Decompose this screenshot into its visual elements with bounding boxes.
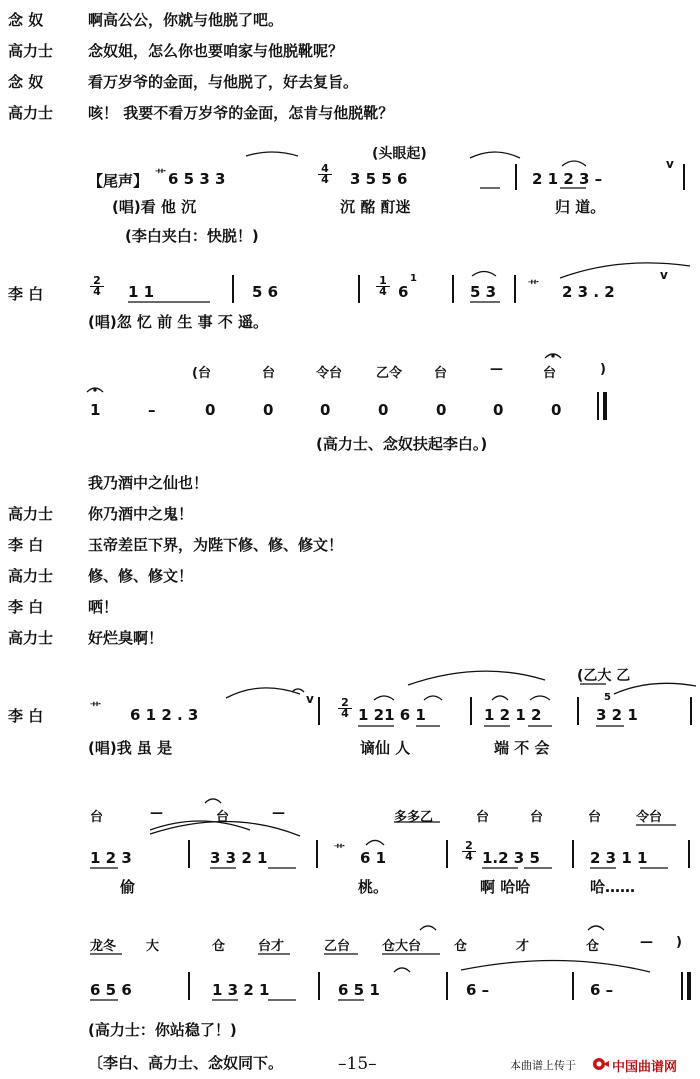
dialogue-line: 好烂臭啊！ xyxy=(88,629,164,647)
san-ban-mark: 艹 xyxy=(155,168,166,181)
tempo-annotation: (头眼起) xyxy=(372,146,427,162)
dialogue-line: 修、修、修文！ xyxy=(88,567,194,585)
section-label: 【尾声】 xyxy=(88,172,149,190)
lyrics: 桃。 xyxy=(358,878,389,896)
breath-mark: v xyxy=(660,268,668,282)
perc-item: 才 xyxy=(516,939,530,954)
note: 0 xyxy=(378,401,389,419)
grace-note: 1 xyxy=(410,273,417,284)
dialogue-line: 咳！ 我要不看万岁爷的金面，怎肯与他脱靴？ xyxy=(88,104,394,122)
perc-item: 台 xyxy=(476,810,490,825)
dialogue-line: 我乃酒中之仙也！ xyxy=(88,474,209,492)
perc-item: 台 xyxy=(530,810,544,825)
note: 0 xyxy=(320,401,331,419)
san-ban-mark: 艹 xyxy=(528,279,539,292)
perc-item: 台 xyxy=(543,366,557,381)
perc-item: 台 xyxy=(588,810,602,825)
perc-item: — xyxy=(150,806,163,821)
speaker-name: 高力士 xyxy=(8,567,54,585)
speaker-name: 李 白 xyxy=(8,536,44,554)
notes: 3 5 5 6 xyxy=(350,170,408,188)
notes: 6 – xyxy=(590,981,614,999)
perc-item: 多多乙 xyxy=(394,810,434,825)
speaker-name: 李 白 xyxy=(8,285,44,303)
lyrics: 沉 酩 酊迷 xyxy=(340,198,411,216)
time-signature: 2 4 xyxy=(338,698,352,719)
site-brand: 中国曲谱网 xyxy=(612,1060,678,1075)
perc-item: 台才 xyxy=(258,939,285,954)
breath-mark: v xyxy=(666,157,674,171)
dialogue-line: 你乃酒中之鬼！ xyxy=(88,505,194,523)
notes: 5 6 xyxy=(252,283,279,301)
speaker-name: 李 白 xyxy=(8,707,44,725)
perc-item: 令台 xyxy=(636,810,663,825)
perc-item: 台 xyxy=(262,366,276,381)
notes: 6 5 3 3 xyxy=(168,170,226,188)
exit-direction: 〔李白、高力士、念奴同下。 xyxy=(88,1054,284,1072)
lyrics: (唱)我 虽 是 xyxy=(88,739,173,757)
lyrics: 偷 xyxy=(120,878,136,896)
grace-note: 5 xyxy=(604,692,611,703)
notes: 1 21 6 1 xyxy=(358,706,426,724)
perc-item: 台 xyxy=(216,810,230,825)
perc-item: (台 xyxy=(192,366,211,381)
lyrics: 哈…… xyxy=(590,878,636,896)
perc-item: 仓 xyxy=(454,939,468,954)
san-ban-mark: 艹 xyxy=(90,701,101,714)
note: 0 xyxy=(551,401,562,419)
notes: 3 2 1 xyxy=(596,706,638,724)
lyrics: 谪仙 人 xyxy=(360,739,411,757)
stage-aside: (高力士：你站稳了！) xyxy=(88,1021,237,1039)
notes: 3 3 2 1 xyxy=(210,849,268,867)
note: 0 xyxy=(493,401,504,419)
speaker-name: 高力士 xyxy=(8,505,54,523)
breath-mark: v xyxy=(306,692,314,706)
time-signature: 4 4 xyxy=(318,164,332,185)
lyrics: (唱)看 他 沉 xyxy=(112,198,197,216)
note: 0 xyxy=(436,401,447,419)
perc-item: 仓大台 xyxy=(382,939,422,954)
time-signature: 1 4 xyxy=(376,276,390,297)
note: 0 xyxy=(205,401,216,419)
perc-item: 乙台 xyxy=(324,939,351,954)
perc-line: (乙大 乙 xyxy=(577,668,631,684)
notes: 2 3 1 1 xyxy=(590,849,648,867)
lyrics: 啊 哈哈 xyxy=(480,878,531,896)
note: 0 xyxy=(263,401,274,419)
perc-item: 仓 xyxy=(212,939,226,954)
notes: 5 3 xyxy=(470,283,497,301)
notes: 1 1 xyxy=(128,283,155,301)
perc-item: ) xyxy=(600,362,606,377)
notes: 1 2 1 2 xyxy=(484,706,542,724)
san-ban-mark: 艹 xyxy=(334,843,345,856)
dialogue-line: 哂！ xyxy=(88,598,119,616)
notes: 6 – xyxy=(466,981,490,999)
time-signature: 2 4 xyxy=(462,841,476,862)
perc-item: — xyxy=(640,935,653,950)
perc-item: 仓 xyxy=(586,939,600,954)
speaker-name: 念 奴 xyxy=(8,11,44,29)
notes: 6 5 6 xyxy=(90,981,132,999)
notes: 6 xyxy=(398,283,409,301)
note: – xyxy=(148,401,156,419)
perc-item: 大 xyxy=(146,939,160,954)
notes: 1 3 2 1 xyxy=(212,981,270,999)
dialogue-line: 啊高公公，你就与他脱了吧。 xyxy=(88,11,284,29)
lyrics: 端 不 会 xyxy=(494,739,550,757)
page-number: –15– xyxy=(338,1054,377,1074)
notes: 1 2 3 xyxy=(90,849,132,867)
speaker-name: 高力士 xyxy=(8,629,54,647)
lyrics: (唱)忽 忆 前 生 事 不 遥。 xyxy=(88,313,269,331)
perc-item: 台 xyxy=(90,810,104,825)
footer-text: 本曲谱上传于 xyxy=(510,1059,576,1072)
notes: 6 1 xyxy=(360,849,387,867)
notes: 2 1 2 3 – xyxy=(532,170,603,188)
dialogue-line: 看万岁爷的金面，与他脱了，好去复旨。 xyxy=(88,73,359,91)
notes: 6 5 1 xyxy=(338,981,380,999)
speaker-name: 高力士 xyxy=(8,104,54,122)
perc-item: — xyxy=(490,362,503,377)
notes: 6 1 2 . 3 xyxy=(130,706,199,724)
note: 1 xyxy=(90,401,101,419)
stage-aside: (李白夹白：快脱！) xyxy=(125,227,259,245)
notes: 2 3 . 2 xyxy=(562,283,615,301)
stage-aside: (高力士、念奴扶起李白。) xyxy=(316,435,488,453)
speaker-name: 高力士 xyxy=(8,42,54,60)
perc-item: ) xyxy=(676,935,682,950)
perc-item: 台 xyxy=(434,366,448,381)
dialogue-line: 念奴姐，怎么你也要咱家与他脱靴呢？ xyxy=(88,42,344,60)
notes: 1.2 3 5 xyxy=(482,849,540,867)
speaker-name: 李 白 xyxy=(8,598,44,616)
perc-item: 龙冬 xyxy=(90,939,117,954)
lyrics: 归 道。 xyxy=(555,198,606,216)
dialogue-line: 玉帝差臣下界，为陛下修、修、修文！ xyxy=(88,536,344,554)
perc-item: 乙令 xyxy=(376,366,403,381)
perc-item: — xyxy=(272,806,285,821)
time-signature: 2 4 xyxy=(90,276,104,297)
perc-item: 令台 xyxy=(316,366,343,381)
speaker-name: 念 奴 xyxy=(8,73,44,91)
